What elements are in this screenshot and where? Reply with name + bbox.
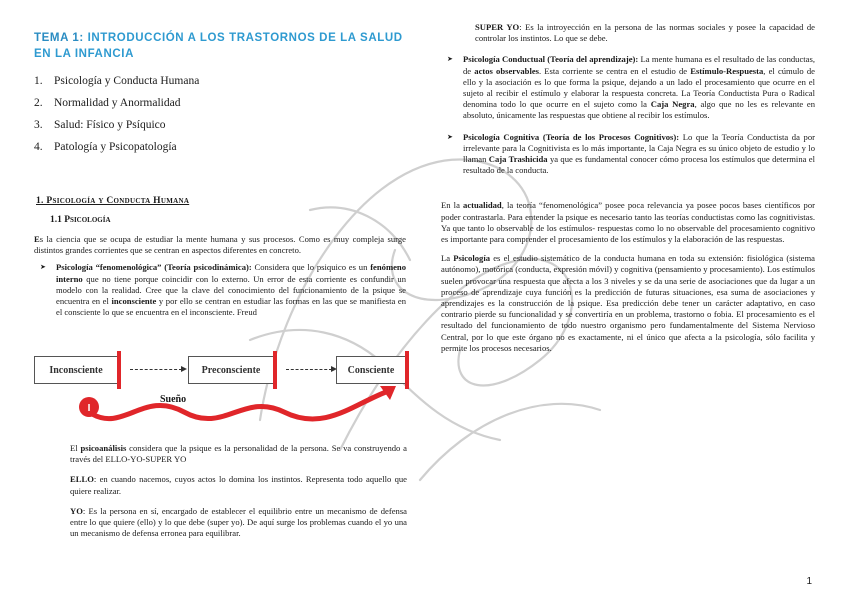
bullet-text: , algo que no les es relevante en absoluto, únicamente las respuestas que obtiene al recibir los estímulos. [463,99,815,121]
badge-letter: I [87,403,91,414]
intro-text: s la ciencia que se ocupa de estudiar la mente humana y sus procesos. Como es muy compleja surge distintos grandes corrientes que se centran en aspectos diferentes en concreto. [34,234,406,256]
psicoanalisis-paragraph [70,443,407,465]
section-title: 1. Psicología y Conducta Humana [36,196,190,206]
bullet-text: La mente humana es el resultado de las conductas, de [463,54,815,76]
toc-number: 1. [34,75,43,87]
bullet-bold: inconsciente [111,296,157,307]
bullet-arrow-icon: ➤ [447,55,453,64]
para-text: La [441,253,454,264]
bullet-bold: Caja Trashicida [488,154,548,165]
bullet-bold: Caja Negra [650,99,695,110]
i-badge-icon [78,396,100,418]
toc-number: 2. [34,97,43,109]
para-bold: SUPER YO [475,22,520,32]
intro-paragraph [34,234,406,256]
toc-label: Salud: Físico y Psíquico [54,119,166,131]
bullet-text: ya que es fundamental conocer cómo procesa los estímulos que determina el resultado de la conducta. [463,154,815,176]
para-text: , la teoría “fenomenológica” posee poca relevancia ya posee pocos bases científicos por poder contrastarla. Para entender la psique es necesario tanto las teorías conductistas como las cognitivistas. Ya que tanto lo observable de los estímulos- respuestas como lo no observable del procesamiento cognitivo es importante para comprender el procesamiento de los estímulos y la elaboración de las respuestas. [441,200,815,245]
box-preconsciente [188,356,274,384]
bullet-text: , el cúmulo de ello y la asociación es lo que forma la psique, dejando a un lado el procesamiento que ocurre en el sujeto al recibir el estímulo y elaborar la respuesta concreta. La Teoría Conductista Pura o Radical denomina todo lo que ocurre en el sujeto como la [463,65,815,110]
bullet-text: que no tiene porque coincidir con lo externo. Un error de esta corriente es confundir un modelo con la realidad. Cree que la clave del conocimiento del funcionamiento de la psique se encuentra en el [56,273,406,307]
toc-item [34,70,406,92]
yo-paragraph [70,506,407,540]
dashed-arrow-icon [130,369,182,370]
box-consciente [336,356,406,384]
subsection-title: 1.1 Psicología [50,215,111,225]
toc-label: Patología y Psicopatología [54,141,177,153]
toc-number: 3. [34,119,43,131]
drop-letter: E [34,234,40,244]
bullet-heading: Psicología Cognitiva (Teoría de los Procesos Cognitivos): [463,131,680,142]
bullet-heading: Psicología “fenomenológica” (Teoría psicodinámica): [56,262,252,273]
para-text: considera que la psique es la personalidad de la persona. Se va construyendo a través del ELLO-YO-SUPER YO [70,443,407,465]
right-column [441,22,815,354]
bullet-arrow-icon: ➤ [447,132,453,141]
left-column [34,30,406,318]
tema-title [34,30,406,62]
bullet-cognitiva [441,132,815,177]
para-bold: actualidad [463,200,502,211]
table-of-contents [34,70,406,158]
para-bold: psicoanálisis [80,443,127,453]
box-label: Inconsciente [49,364,103,376]
bullet-conductual [441,54,815,121]
bullet-text: Lo que la Teoría Conductista da por irrelevante para la Cognitivista es lo más importante, la Caja Negra es su único objeto de estudio y lo llaman [463,131,815,165]
dashed-arrow-icon [286,369,332,370]
para-text: es el estudio sistemático de la conducta humana en toda su extensión: fisiológica (sistema autónomo), motórica (conducta, expresión móvil) y cognitiva (pensamiento y procesamiento). Los estímulos suelen provocar una respuesta que afecta a los 3 niveles y se da una serie de asociaciones que da lugar a un proceso de aprendizaje cuya función es la predicción de futuras situaciones, esa suma de asociaciones y aprendizajes es la construcción de la psique. Esa predicción debe tener un carácter adaptativo, en caso contrario pierde su funcionalidad y se convertiría en un problema, trastorno o fobia. El procesamiento es el resultado del funcionamiento de todo nuestro organismo pero fundamentalmente del Sistema Nervioso Central, por lo que este órgano no es exactamente, ni el único que afecta a la psicología, sólo facilita y permite los procesos necesarios. [441,253,815,353]
bullet-bold: actos observables [474,65,539,76]
tema-label: TEMA 1: [34,32,84,44]
toc-label: Normalidad y Anormalidad [54,97,181,109]
bullet-text: Considera que lo psiquico es un [251,262,371,273]
bullet-fenomenologica [34,262,406,318]
psyche-diagram [34,352,406,432]
para-bold: YO [70,505,83,516]
ello-paragraph [70,474,407,496]
bullet-arrow-icon: ➤ [40,263,46,272]
bullet-heading: Psicología Conductual (Teoría del aprendizaje): [463,54,639,65]
toc-item [34,114,406,136]
para-text: En la [441,200,464,211]
para-text: El [70,443,81,453]
bullet-bold: Estímulo-Respuesta [690,65,764,76]
actualidad-paragraph [441,200,815,245]
box-inconsciente [34,356,118,384]
box-label: Preconsciente [201,364,261,376]
bullet-bold: fenómeno interno [56,262,406,284]
toc-item [34,136,406,158]
bullet-text: y por ello se centran en estudiar las formas en las que se manifiesta en el consciente lo que se encuentra en el inconsciente. Freud [56,296,407,318]
para-text: : Es la introyección en la persona de las normas sociales y posee la capacidad de controlar los instintos. Lo que se debe. [475,22,815,44]
toc-label: Psicología y Conducta Humana [54,75,200,87]
para-bold: ELLO [70,474,94,485]
para-text: : en cuando nacemos, cuyos actos lo domina los instintos. Representa todo aquello que quiere realizar. [70,474,407,496]
freud-paragraphs [70,443,407,548]
toc-item [34,92,406,114]
sueno-label: Sueño [160,394,187,405]
box-label: Consciente [347,364,395,376]
para-text: : Es la persona en sí, encargado de establecer el equilibrio entre un mecanismo de defensa entre lo que quiere (ello) y lo que debe (super yo). De aquí surge los problemas cuando el yo una un mecanismo de defensa erronea para equilibrar. [70,505,407,539]
toc-number: 4. [34,141,43,153]
superyo-paragraph [441,22,815,44]
page-number: 1 [806,576,812,587]
psicologia-paragraph [441,253,815,354]
bullet-text: . Esta corriente se centra en el estudio de [539,65,691,76]
para-bold: Psicología [453,253,491,264]
tema-title-text: INTRODUCCIÓN A LOS TRASTORNOS DE LA SALUD EN LA INFANCIA [34,32,403,60]
